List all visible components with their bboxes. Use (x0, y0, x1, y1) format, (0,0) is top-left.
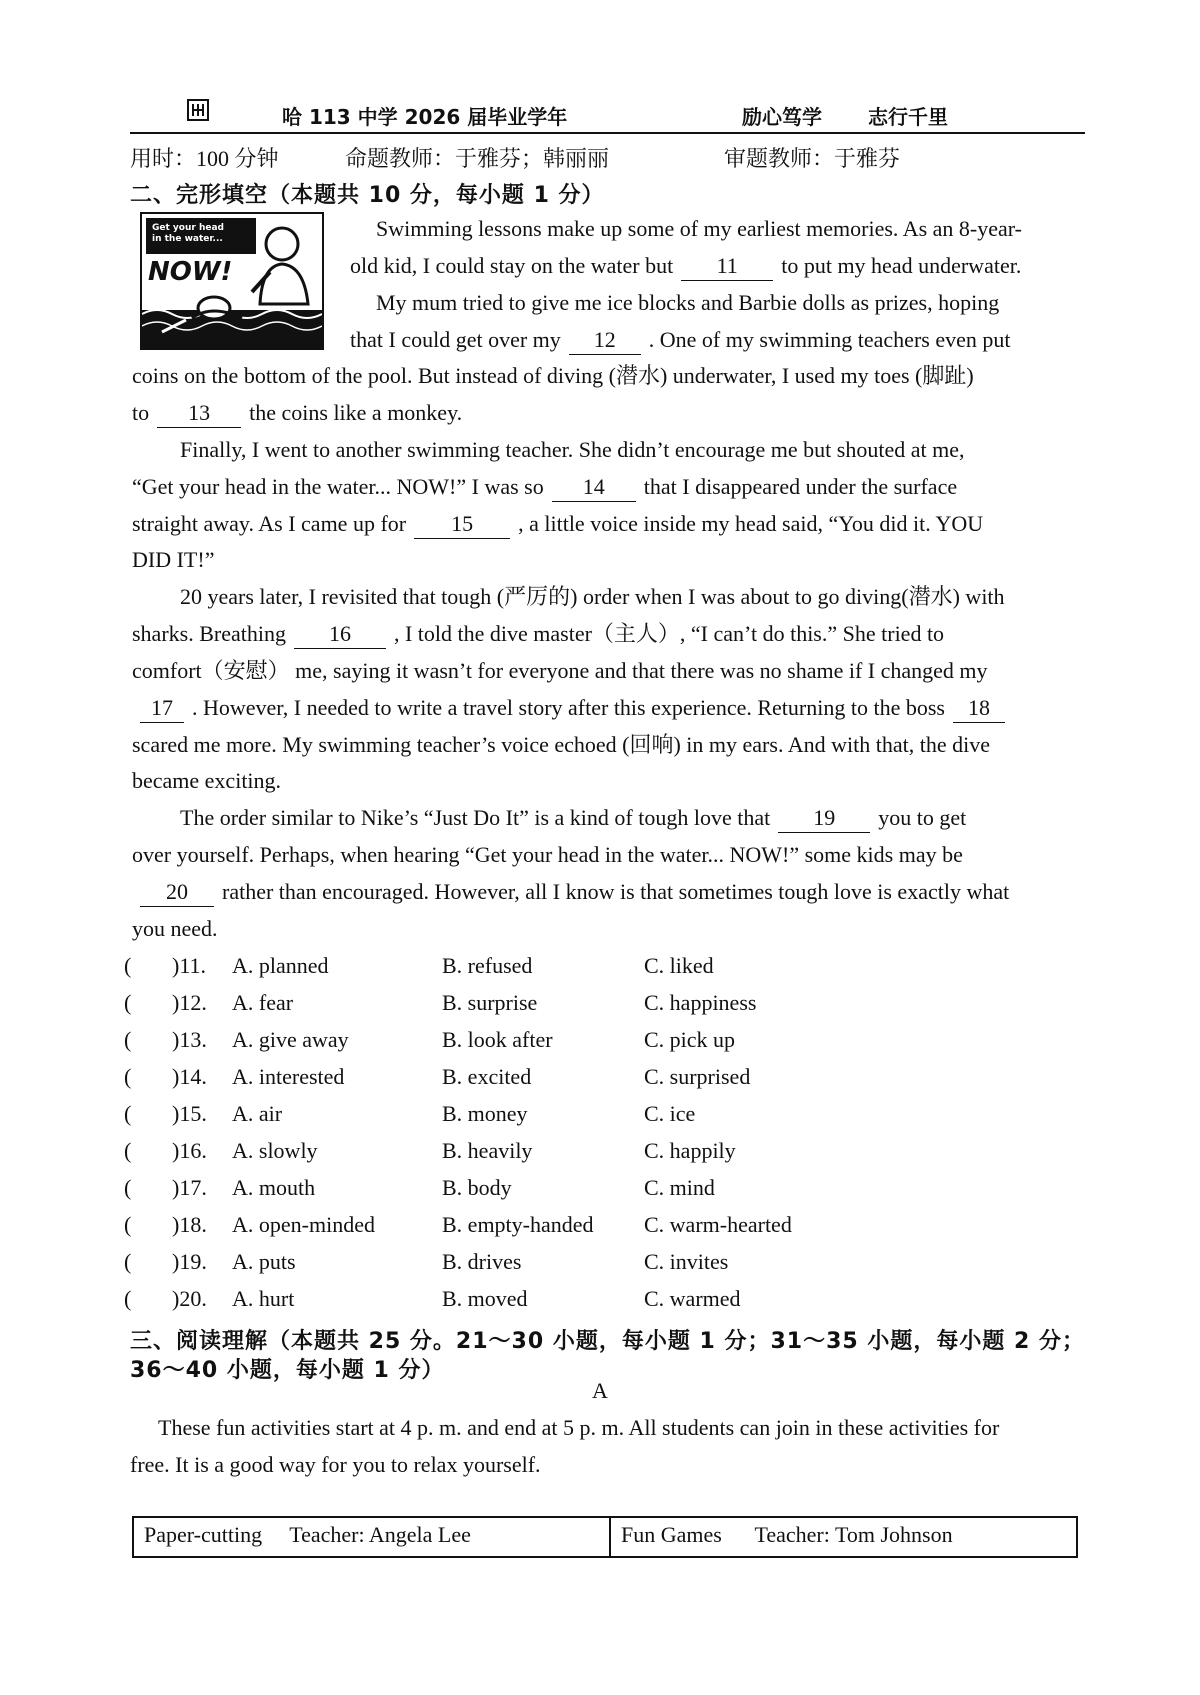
option-c: C. surprised (644, 1064, 751, 1089)
passage-line (180, 583, 1005, 611)
blank-number: 11 (681, 252, 773, 281)
question-number: )20. (172, 1286, 207, 1311)
question-number: )18. (172, 1212, 207, 1237)
passage-text: , I told the dive master（主人）, “I can’t do this.” She tried to (393, 621, 945, 646)
question-number: )14. (172, 1064, 207, 1089)
passage-line (376, 289, 999, 317)
option-b: B. empty-handed (442, 1212, 594, 1237)
passage-text: to (132, 400, 150, 425)
passage-text: 20 years later, I revisited that tough (严厉的) order when I was about to go diving(潜水) with (180, 584, 1005, 609)
activity-teacher: Teacher: Angela Lee (289, 1522, 471, 1547)
option-a: A. fear (232, 990, 294, 1015)
option-c: C. pick up (644, 1027, 736, 1052)
activities-table (132, 1516, 1078, 1558)
passage-line (132, 694, 1013, 723)
motto-1: 励心笃学 (742, 105, 822, 129)
passage-text: became exciting. (132, 768, 282, 793)
exam-setter: 命题教师：于雅芬；韩丽丽 (345, 146, 610, 171)
blank-number: 16 (294, 620, 386, 649)
option-a: A. slowly (232, 1138, 318, 1163)
question-number: )15. (172, 1101, 207, 1126)
passage-text: , a little voice inside my head said, “You did it. YOU (518, 511, 984, 536)
passage-text: scared me more. My swimming teacher’s voice echoed (回响) in my ears. And with that, the dive (132, 732, 990, 757)
reading-intro-line1: These fun activities start at 4 p. m. and end at 5 p. m. All students can join in these activities for (158, 1415, 1000, 1440)
passage-line (132, 546, 214, 574)
blank-number: 18 (953, 694, 1005, 723)
passage-line (132, 473, 957, 502)
section-3-title-line2: 36～40 小题，每小题 1 分） (130, 1358, 445, 1383)
table-cell (133, 1517, 610, 1557)
blank-number: 14 (552, 473, 636, 502)
passage-line (180, 436, 964, 464)
reading-part-label: A (592, 1378, 608, 1403)
question-number: )11. (172, 953, 207, 978)
option-b: B. moved (442, 1286, 528, 1311)
table-row (133, 1517, 1077, 1557)
option-b: B. money (442, 1101, 528, 1126)
passage-text: that I could get over my (350, 327, 561, 352)
svg-text:Get your head: Get your head (152, 223, 224, 233)
question-number: )19. (172, 1249, 207, 1274)
passage-line (132, 915, 218, 943)
activity-teacher: Teacher: Tom Johnson (754, 1522, 953, 1547)
school-logo-icon (186, 98, 210, 128)
answer-paren: ( (124, 1064, 132, 1089)
option-b: B. heavily (442, 1138, 533, 1163)
activity-name: Fun Games (621, 1522, 722, 1547)
answer-paren: ( (124, 1027, 132, 1052)
passage-text: Swimming lessons make up some of my earliest memories. As an 8-year- (376, 216, 1022, 241)
option-a: A. hurt (232, 1286, 295, 1311)
blank-number: 19 (778, 804, 870, 833)
option-c: C. invites (644, 1249, 729, 1274)
reading-intro-line2: free. It is a good way for you to relax yourself. (130, 1452, 541, 1477)
passage-line (132, 878, 1009, 907)
passage-text: . One of my swimming teachers even put (648, 327, 1011, 352)
passage-text: The order similar to Nike’s “Just Do It” is a kind of tough love that (180, 805, 771, 830)
passage-line (132, 841, 963, 869)
option-a: A. mouth (232, 1175, 316, 1200)
exam-reviewer: 审题教师：于雅芬 (724, 146, 901, 171)
blank-number: 12 (569, 326, 641, 355)
passage-line (132, 399, 462, 428)
swimming-comic-image (140, 212, 324, 350)
question-number: )17. (172, 1175, 207, 1200)
passage-line (132, 657, 988, 685)
blank-number: 15 (414, 510, 510, 539)
passage-text: the coins like a monkey. (249, 400, 463, 425)
option-b: B. refused (442, 953, 533, 978)
table-cell (610, 1517, 1077, 1557)
option-b: B. surprise (442, 990, 538, 1015)
option-a: A. air (232, 1101, 283, 1126)
exam-time: 用时：100 分钟 (130, 146, 279, 171)
answer-paren: ( (124, 1138, 132, 1163)
option-c: C. warmed (644, 1286, 741, 1311)
passage-text: DID IT!” (132, 547, 215, 572)
option-a: A. open-minded (232, 1212, 375, 1237)
passage-text: straight away. As I came up for (132, 511, 407, 536)
answer-paren: ( (124, 1175, 132, 1200)
option-b: B. excited (442, 1064, 532, 1089)
passage-text: “Get your head in the water... NOW!” I was so (132, 474, 544, 499)
passage-line (132, 362, 974, 390)
answer-paren: ( (124, 1101, 132, 1126)
passage-text: Finally, I went to another swimming teacher. She didn’t encourage me but shouted at me, (180, 437, 965, 462)
question-number: )13. (172, 1027, 207, 1052)
option-b: B. look after (442, 1027, 553, 1052)
passage-text: over yourself. Perhaps, when hearing “Get your head in the water... NOW!” some kids may be (132, 842, 963, 867)
option-c: C. mind (644, 1175, 715, 1200)
section-3-title-line1: 三、阅读理解（本题共 25 分。21～30 小题，每小题 1 分；31～35 小题，每小题 2 分； (130, 1329, 1085, 1354)
passage-line (132, 731, 990, 759)
answer-paren: ( (124, 953, 132, 978)
passage-text: to put my head underwater. (781, 253, 1022, 278)
svg-text:in the water...: in the water... (152, 234, 223, 244)
motto-2: 志行千里 (868, 105, 948, 129)
option-a: A. puts (232, 1249, 296, 1274)
passage-text: comfort（安慰） me, saying it wasn’t for everyone and that there was no shame if I changed my (132, 658, 988, 683)
passage-text: old kid, I could stay on the water but (350, 253, 674, 278)
passage-line (376, 215, 1022, 243)
answer-paren: ( (124, 990, 132, 1015)
passage-text: rather than encouraged. However, all I know is that sometimes tough love is exactly what (222, 879, 1010, 904)
passage-line (350, 326, 1010, 355)
option-b: B. drives (442, 1249, 522, 1274)
passage-text: . However, I needed to write a travel story after this experience. Returning to the boss (192, 695, 945, 720)
answer-paren: ( (124, 1249, 132, 1274)
answer-paren: ( (124, 1212, 132, 1237)
comic-shout-text: NOW! (148, 257, 233, 287)
option-a: A. planned (232, 953, 329, 978)
option-c: C. ice (644, 1101, 696, 1126)
blank-number: 17 (140, 694, 184, 723)
passage-text: that I disappeared under the surface (643, 474, 958, 499)
passage-line (132, 510, 983, 539)
activity-name: Paper-cutting (144, 1522, 263, 1547)
option-b: B. body (442, 1175, 512, 1200)
page-header (130, 98, 1085, 134)
passage-text: My mum tried to give me ice blocks and Barbie dolls as prizes, hoping (376, 290, 1000, 315)
question-number: )12. (172, 990, 207, 1015)
option-a: A. give away (232, 1027, 349, 1052)
answer-paren: ( (124, 1286, 132, 1311)
passage-line (132, 620, 944, 649)
passage-line (180, 804, 966, 833)
passage-text: coins on the bottom of the pool. But instead of diving (潜水) underwater, I used my toes (脚趾) (132, 363, 974, 388)
option-c: C. happily (644, 1138, 736, 1163)
blank-number: 13 (157, 399, 241, 428)
passage-line (132, 767, 281, 795)
school-title: 哈 113 中学 2026 届毕业学年 (282, 105, 568, 129)
option-c: C. warm-hearted (644, 1212, 792, 1237)
section-2-title: 二、完形填空（本题共 10 分，每小题 1 分） (130, 183, 605, 208)
passage-text: sharks. Breathing (132, 621, 286, 646)
passage-text: you need. (132, 916, 218, 941)
question-number: )16. (172, 1138, 207, 1163)
option-c: C. happiness (644, 990, 757, 1015)
passage-text: you to get (878, 805, 967, 830)
option-c: C. liked (644, 953, 714, 978)
option-a: A. interested (232, 1064, 345, 1089)
blank-number: 20 (140, 878, 214, 907)
passage-line (350, 252, 1021, 281)
